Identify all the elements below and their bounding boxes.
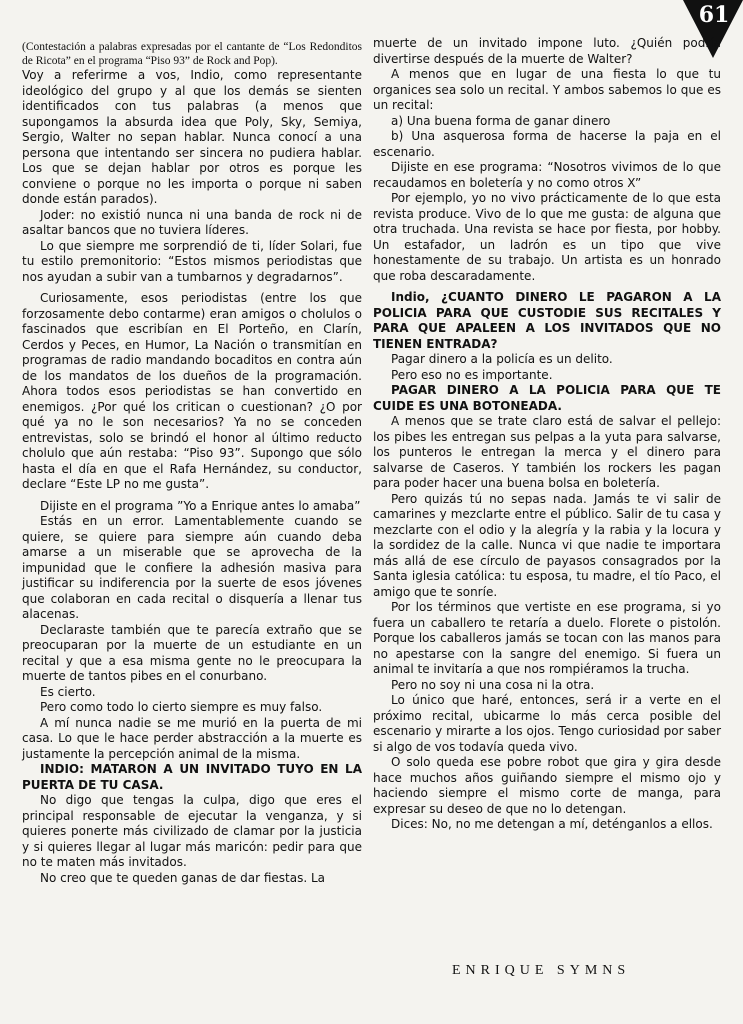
paragraph: Es cierto. xyxy=(40,684,96,699)
paragraph: Pero como todo lo cierto siempre es muy falso. xyxy=(40,700,323,714)
paragraph: Lo que siempre me sorprendió de ti, líder Solari, fue tu estilo premonitorio: “Estos mismos periodistas que nos ayudan a subir van a tumbarnos y degradarnos”. xyxy=(22,238,362,284)
paragraph: a) Una buena forma de ganar dinero xyxy=(391,113,611,128)
paragraph: muerte de un invitado impone luto. ¿Quién podría divertirse después de la muerte de Walter? xyxy=(373,36,721,66)
paragraph: Por los términos que vertiste en ese programa, si yo fuera un caballero te retaría a duelo. Florete o pistolón. Porque los caballeros jamás se tocan con las manos para no apestarse con la sangre del enemigo. Si fuera un animal te invitaría a que nos rompiéramos la trucha. xyxy=(373,600,721,676)
paragraph: O solo queda ese pobre robot que gira y gira desde hace muchos años guiñando siempre el mismo ojo y haciendo siempre el mismo corte de manga, para expresar su deseo de que no lo detengan. xyxy=(373,755,721,816)
paragraph: Joder: no existió nunca ni una banda de rock ni de asaltar bancos que no tuviera líderes. xyxy=(22,207,362,237)
paragraph: No creo que te queden ganas de dar fiestas. La xyxy=(40,870,325,885)
paragraph: PAGAR DINERO A LA POLICIA PARA QUE TE CUIDE ES UNA BOTONEADA. xyxy=(373,383,721,413)
paragraph: No digo que tengas la culpa, digo que eres el principal responsable de ejecutar la venganza, y si quieres ponerte más civilizado de clamar por la justicia y si quieres llegar al lugar más maricón: pedir para que no te maten más invitados. xyxy=(22,793,362,869)
paragraph: Dijiste en ese programa: “Nosotros vivimos de lo que recaudamos en boletería y no como otros X” xyxy=(373,160,721,190)
paragraph: A menos que en lugar de una fiesta lo que tu organices sea solo un recital. Y ambos sabemos lo que es un recital: xyxy=(373,67,721,112)
paragraph: Por ejemplo, yo no vivo prácticamente de lo que esta revista produce. Vivo de lo que me gusta: de alguna que otra truchada. Una revista se hace por fiesta, por hobby. Un estafador, un ladrón es un tipo que vive honestamente de su trabajo. Un artista es un honrado que roba descaradamente. xyxy=(373,191,721,283)
paragraph: Pero eso no es importante. xyxy=(391,367,553,382)
paragraph: Voy a referirme a vos, Indio, como representante ideológico del grupo y al que los demás se sienten identificados con tus palabras (a menos que supongamos la absurda idea que Poly, Sky, Semiya, Sergio, Walter no sepan hablar. Nunca conocí a una persona que intentando ser sincera no pudiera hablar. Los que se dejan hablar por otros es porque les conviene o porque no les importa o porque ni saben donde están parados). xyxy=(22,68,362,206)
intro-note: (Contestación a palabras expresadas por el cantante de “Los Redonditos de Ricota” en el programa “Piso 93” de Rock and Pop). xyxy=(22,41,362,67)
paragraph: Declaraste también que te parecía extraño que se preocuparan por la muerte de un estudiante en un recital y que a esa misma gente no le preocupara la muerte de tantos pibes en el conurbano. xyxy=(22,622,362,683)
paragraph: A menos que se trate claro está de salvar el pellejo: los pibes les entregan sus pelpas a la yuta para salvarse, los punteros le entregan la merca y el dinero para salvarse de Caseros. Y también los rockers les pagan para poder hacer una buena bolsa en boletería. xyxy=(373,414,721,490)
page-number: 61 xyxy=(698,2,730,28)
paragraph: Pero no soy ni una cosa ni la otra. xyxy=(391,677,595,692)
paragraph: Pero quizás tú no sepas nada. Jamás te vi salir de camarines y mezclarte entre el público. Salir de tu casa y mezclarte con el odio y la alegría y la rabia y la locura y la sordidez de la calle. Nunca vi que nadie te importara más allá de ese círculo de payasos consagrados por la Santa iglesia católica: tu esposa, tu madre, el tío Paco, el amigo que te sonríe. xyxy=(373,491,721,599)
paragraph: Dices: No, no me detengan a mí, deténganlos a ellos. xyxy=(391,817,713,831)
paragraph: Curiosamente, esos periodistas (entre los que forzosamente debo contarme) eran amigos o cholulos o fascinados que escribían en El Porteño, en Clarín, Cerdos y Peces, en Humor, La Nación o transmitían en programas de radio mandando bocaditos en contra aún de los mandatos de los dueños de la programación. Ahora todos esos periodistas se han convertido en enemigos. ¿Por qué los critican o cuestionan? ¿O por qué ya no le son necesarios? Ya no se conceden entrevistas, solo se brindó el honor al último reducto cholulo que aún restaba: “Piso 93”. Supongo que sólo hasta el día en que el Rafa Hernández, su conductor, declare “Este LP no me gusta”. xyxy=(22,291,362,491)
paragraph: INDIO: MATARON A UN INVITADO TUYO EN LA PUERTA DE TU CASA. xyxy=(22,762,362,792)
paragraph: Estás en un error. Lamentablemente cuando se quiere, se quiere para siempre aún cuando deba amarse a un miserable que se aprovecha de la impunidad que le confiere la adhesión masiva para justificar su indiferencia por la suerte de esos jóvenes que colaboran en cada recital o disquería a llenar tus alacenas. xyxy=(22,514,362,621)
right-column-body xyxy=(373,36,721,833)
paragraph: Indio, ¿CUANTO DINERO LE PAGARON A LA POLICIA PARA QUE CUSTODIE SUS RECITALES Y PARA QUE APALEEN A LOS INVITADOS QUE NO TIENEN ENTRADA? xyxy=(373,290,721,351)
paragraph: A mí nunca nadie se me murió en la puerta de mi casa. Lo que le hace perder abstracción a la muerte es justamente la percepción animal de la misma. xyxy=(22,715,362,761)
author-signature: ENRIQUE SYMNS xyxy=(452,963,631,978)
paragraph: Lo único que haré, entonces, será ir a verte en el próximo recital, ubicarme lo más cerca posible del escenario y mirarte a los ojos. Tengo curiosidad por saber si algo de vos todavía queda vivo. xyxy=(373,693,721,754)
paragraph: b) Una asquerosa forma de hacerse la paja en el escenario. xyxy=(373,129,721,159)
left-column-body xyxy=(22,68,362,886)
right-column xyxy=(373,36,721,833)
left-column xyxy=(22,40,362,886)
paragraph: Dijiste en el programa ”Yo a Enrique antes lo amaba” xyxy=(40,498,361,513)
paragraph: Pagar dinero a la policía es un delito. xyxy=(391,352,613,366)
